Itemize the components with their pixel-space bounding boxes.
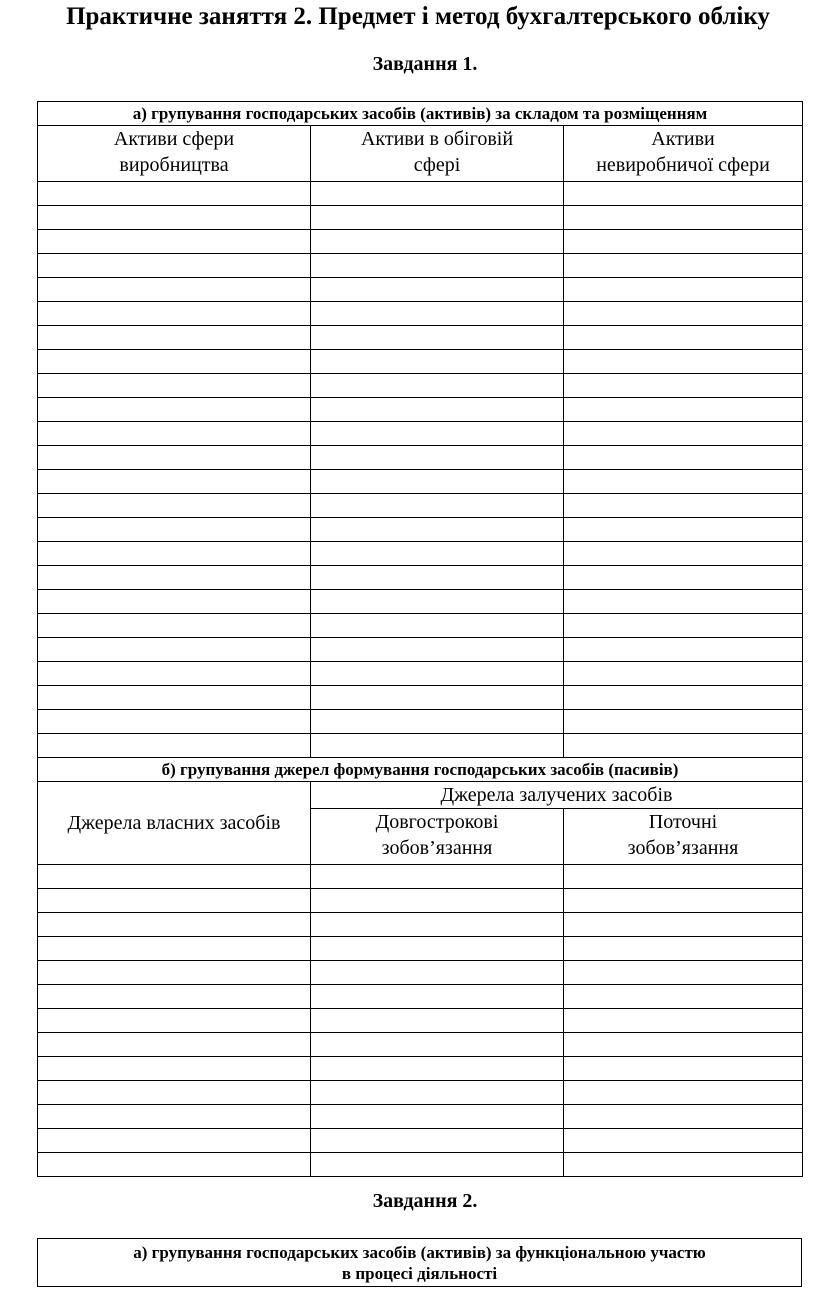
assets-empty-cell[interactable] — [564, 422, 803, 446]
assets-empty-cell[interactable] — [311, 206, 564, 230]
assets-empty-cell[interactable] — [38, 638, 311, 662]
liabilities-empty-cell[interactable] — [38, 1009, 311, 1033]
assets-empty-cell[interactable] — [564, 494, 803, 518]
assets-empty-cell[interactable] — [311, 566, 564, 590]
assets-empty-row — [38, 326, 803, 350]
assets-empty-cell[interactable] — [311, 350, 564, 374]
assets-empty-row — [38, 734, 803, 758]
assets-empty-cell[interactable] — [38, 470, 311, 494]
liabilities-empty-cell[interactable] — [38, 961, 311, 985]
liabilities-empty-cell[interactable] — [564, 961, 803, 985]
assets-empty-cell[interactable] — [38, 710, 311, 734]
assets-empty-row — [38, 590, 803, 614]
header-long-term-liabilities-line2: зобов’язання — [381, 837, 493, 859]
assets-empty-cell[interactable] — [311, 686, 564, 710]
assets-empty-cell[interactable] — [38, 374, 311, 398]
assets-empty-cell[interactable] — [311, 638, 564, 662]
assets-empty-cell[interactable] — [38, 302, 311, 326]
assets-empty-cell[interactable] — [564, 638, 803, 662]
liabilities-empty-cell[interactable] — [311, 1105, 564, 1129]
assets-empty-cell[interactable] — [38, 662, 311, 686]
assets-empty-cell[interactable] — [38, 518, 311, 542]
page-title: Практичне заняття 2. Предмет і метод бухгалтерського обліку — [66, 3, 770, 30]
assets-empty-row — [38, 494, 803, 518]
liabilities-empty-row — [38, 1105, 803, 1129]
assets-empty-row — [38, 638, 803, 662]
assets-empty-row — [38, 350, 803, 374]
assets-empty-cell[interactable] — [311, 422, 564, 446]
assets-empty-cell[interactable] — [564, 302, 803, 326]
assets-empty-cell[interactable] — [38, 326, 311, 350]
assets-empty-row — [38, 470, 803, 494]
liabilities-empty-row — [38, 1081, 803, 1105]
liabilities-empty-row — [38, 889, 803, 913]
liabilities-empty-cell[interactable] — [564, 889, 803, 913]
assets-empty-cell[interactable] — [311, 446, 564, 470]
assets-empty-row — [38, 662, 803, 686]
assets-empty-cell[interactable] — [311, 590, 564, 614]
assets-empty-cell[interactable] — [311, 470, 564, 494]
assets-empty-cell[interactable] — [38, 566, 311, 590]
assets-empty-cell[interactable] — [311, 614, 564, 638]
assets-empty-cell[interactable] — [564, 590, 803, 614]
liabilities-empty-cell[interactable] — [38, 1081, 311, 1105]
assets-empty-cell[interactable] — [564, 710, 803, 734]
assets-empty-row — [38, 302, 803, 326]
assets-empty-cell[interactable] — [564, 566, 803, 590]
liabilities-empty-cell[interactable] — [311, 865, 564, 889]
header-borrowed-sources: Джерела залучених засобів — [311, 782, 803, 809]
liabilities-empty-cell[interactable] — [564, 937, 803, 961]
assets-empty-cell[interactable] — [38, 206, 311, 230]
liabilities-empty-cell[interactable] — [564, 985, 803, 1009]
liabilities-empty-row — [38, 1153, 803, 1177]
liabilities-empty-cell[interactable] — [564, 1081, 803, 1105]
header-circulation-assets-line2: сфері — [413, 154, 461, 176]
liabilities-empty-cell[interactable] — [564, 1105, 803, 1129]
liabilities-empty-cell[interactable] — [311, 1081, 564, 1105]
liabilities-empty-cell[interactable] — [38, 889, 311, 913]
header-current-liabilities — [564, 809, 803, 865]
assets-empty-cell[interactable] — [38, 686, 311, 710]
section-a-caption: а) групування господарських засобів (активів) за складом та розміщенням — [38, 102, 803, 126]
liabilities-empty-cell[interactable] — [311, 961, 564, 985]
assets-empty-cell[interactable] — [311, 302, 564, 326]
liabilities-empty-cell[interactable] — [38, 1129, 311, 1153]
assets-empty-cell[interactable] — [311, 662, 564, 686]
assets-empty-cell[interactable] — [38, 398, 311, 422]
liabilities-empty-row — [38, 1129, 803, 1153]
assets-empty-cell[interactable] — [311, 254, 564, 278]
liabilities-empty-row — [38, 1057, 803, 1081]
assets-empty-cell[interactable] — [311, 734, 564, 758]
assets-empty-cell[interactable] — [311, 518, 564, 542]
liabilities-empty-row — [38, 865, 803, 889]
assets-empty-cell[interactable] — [38, 542, 311, 566]
assets-empty-cell[interactable] — [38, 614, 311, 638]
liabilities-empty-row — [38, 1009, 803, 1033]
liabilities-empty-cell[interactable] — [38, 1153, 311, 1177]
assets-empty-row — [38, 278, 803, 302]
liabilities-empty-cell[interactable] — [564, 1057, 803, 1081]
liabilities-empty-cell[interactable] — [564, 1129, 803, 1153]
assets-empty-cell[interactable] — [564, 662, 803, 686]
liabilities-empty-cell[interactable] — [38, 1033, 311, 1057]
assets-empty-cell[interactable] — [564, 398, 803, 422]
assets-empty-cell[interactable] — [311, 326, 564, 350]
liabilities-empty-cell[interactable] — [38, 1105, 311, 1129]
task-1-heading: Завдання 1. — [372, 53, 478, 75]
assets-empty-cell[interactable] — [38, 734, 311, 758]
liabilities-empty-cell[interactable] — [311, 937, 564, 961]
task-2-heading: Завдання 2. — [372, 1190, 478, 1212]
liabilities-empty-cell[interactable] — [311, 1009, 564, 1033]
assets-empty-row — [38, 422, 803, 446]
assets-empty-row — [38, 710, 803, 734]
assets-empty-cell[interactable] — [311, 398, 564, 422]
assets-empty-cell[interactable] — [564, 350, 803, 374]
liabilities-empty-cell[interactable] — [564, 1033, 803, 1057]
liabilities-empty-row — [38, 985, 803, 1009]
assets-empty-cell[interactable] — [38, 230, 311, 254]
assets-empty-cell[interactable] — [564, 446, 803, 470]
assets-empty-row — [38, 542, 803, 566]
assets-empty-cell[interactable] — [564, 518, 803, 542]
assets-empty-cell[interactable] — [311, 374, 564, 398]
liabilities-empty-cell[interactable] — [564, 1153, 803, 1177]
header-long-term-liabilities-line1: Довгострокові — [375, 811, 499, 833]
header-current-liabilities-line2: зобов’язання — [627, 837, 739, 859]
header-circulation-assets-line1: Активи в обіговій — [360, 128, 514, 150]
assets-empty-cell[interactable] — [311, 230, 564, 254]
assets-empty-row — [38, 374, 803, 398]
assets-empty-row — [38, 614, 803, 638]
liabilities-empty-row — [38, 913, 803, 937]
liabilities-empty-cell[interactable] — [311, 1057, 564, 1081]
liabilities-empty-cell[interactable] — [311, 1129, 564, 1153]
task-1-table — [37, 101, 803, 1177]
assets-empty-row — [38, 254, 803, 278]
liabilities-empty-cell[interactable] — [564, 865, 803, 889]
task-2-section-a-caption — [38, 1239, 802, 1287]
assets-empty-row — [38, 566, 803, 590]
liabilities-empty-cell[interactable] — [311, 1153, 564, 1177]
assets-empty-cell[interactable] — [38, 182, 311, 206]
header-nonproduction-assets-line1: Активи — [651, 128, 715, 150]
assets-empty-cell[interactable] — [38, 350, 311, 374]
assets-empty-cell[interactable] — [564, 614, 803, 638]
liabilities-empty-cell[interactable] — [38, 985, 311, 1009]
assets-empty-cell[interactable] — [564, 374, 803, 398]
liabilities-empty-cell[interactable] — [311, 1033, 564, 1057]
assets-empty-cell[interactable] — [564, 470, 803, 494]
liabilities-empty-cell[interactable] — [38, 1057, 311, 1081]
liabilities-empty-row — [38, 961, 803, 985]
assets-empty-cell[interactable] — [564, 542, 803, 566]
assets-empty-cell[interactable] — [38, 422, 311, 446]
assets-empty-cell[interactable] — [311, 494, 564, 518]
liabilities-empty-row — [38, 1033, 803, 1057]
assets-empty-cell[interactable] — [564, 278, 803, 302]
assets-empty-cell[interactable] — [564, 206, 803, 230]
header-production-assets-line2: виробництва — [119, 154, 229, 176]
liabilities-empty-cell[interactable] — [311, 889, 564, 913]
liabilities-empty-cell[interactable] — [38, 865, 311, 889]
header-current-liabilities-line1: Поточні — [648, 811, 718, 833]
liabilities-empty-cell[interactable] — [564, 913, 803, 937]
liabilities-empty-cell[interactable] — [311, 985, 564, 1009]
assets-empty-cell[interactable] — [38, 254, 311, 278]
header-production-assets — [38, 126, 311, 182]
header-circulation-assets — [311, 126, 564, 182]
assets-empty-row — [38, 686, 803, 710]
assets-empty-row — [38, 206, 803, 230]
liabilities-empty-row — [38, 937, 803, 961]
liabilities-empty-cell[interactable] — [311, 913, 564, 937]
assets-empty-cell[interactable] — [38, 278, 311, 302]
section-b-caption: б) групування джерел формування господарських засобів (пасивів) — [38, 758, 803, 782]
task-2-caption-line1: а) групування господарських засобів (активів) за функціональною участю — [133, 1242, 706, 1262]
header-own-sources: Джерела власних засобів — [38, 782, 311, 865]
assets-empty-cell[interactable] — [564, 686, 803, 710]
assets-empty-row — [38, 446, 803, 470]
liabilities-empty-cell[interactable] — [38, 937, 311, 961]
assets-empty-cell[interactable] — [564, 182, 803, 206]
liabilities-empty-cell[interactable] — [564, 1009, 803, 1033]
header-nonproduction-assets — [564, 126, 803, 182]
assets-empty-row — [38, 182, 803, 206]
assets-empty-cell[interactable] — [564, 326, 803, 350]
assets-empty-cell[interactable] — [38, 590, 311, 614]
assets-empty-cell[interactable] — [564, 254, 803, 278]
assets-empty-row — [38, 230, 803, 254]
assets-empty-cell[interactable] — [311, 182, 564, 206]
assets-empty-cell[interactable] — [311, 278, 564, 302]
task-2-table — [37, 1238, 802, 1287]
assets-empty-row — [38, 518, 803, 542]
assets-empty-cell[interactable] — [38, 494, 311, 518]
assets-empty-cell[interactable] — [564, 734, 803, 758]
assets-empty-cell[interactable] — [564, 230, 803, 254]
header-long-term-liabilities — [311, 809, 564, 865]
liabilities-empty-cell[interactable] — [38, 913, 311, 937]
task-2-caption-line2: в процесі діяльності — [341, 1263, 498, 1283]
assets-empty-cell[interactable] — [311, 542, 564, 566]
header-production-assets-line1: Активи сфери — [113, 128, 235, 150]
assets-empty-cell[interactable] — [311, 710, 564, 734]
header-nonproduction-assets-line2: невиробничої сфери — [596, 154, 770, 176]
assets-empty-row — [38, 398, 803, 422]
assets-empty-cell[interactable] — [38, 446, 311, 470]
